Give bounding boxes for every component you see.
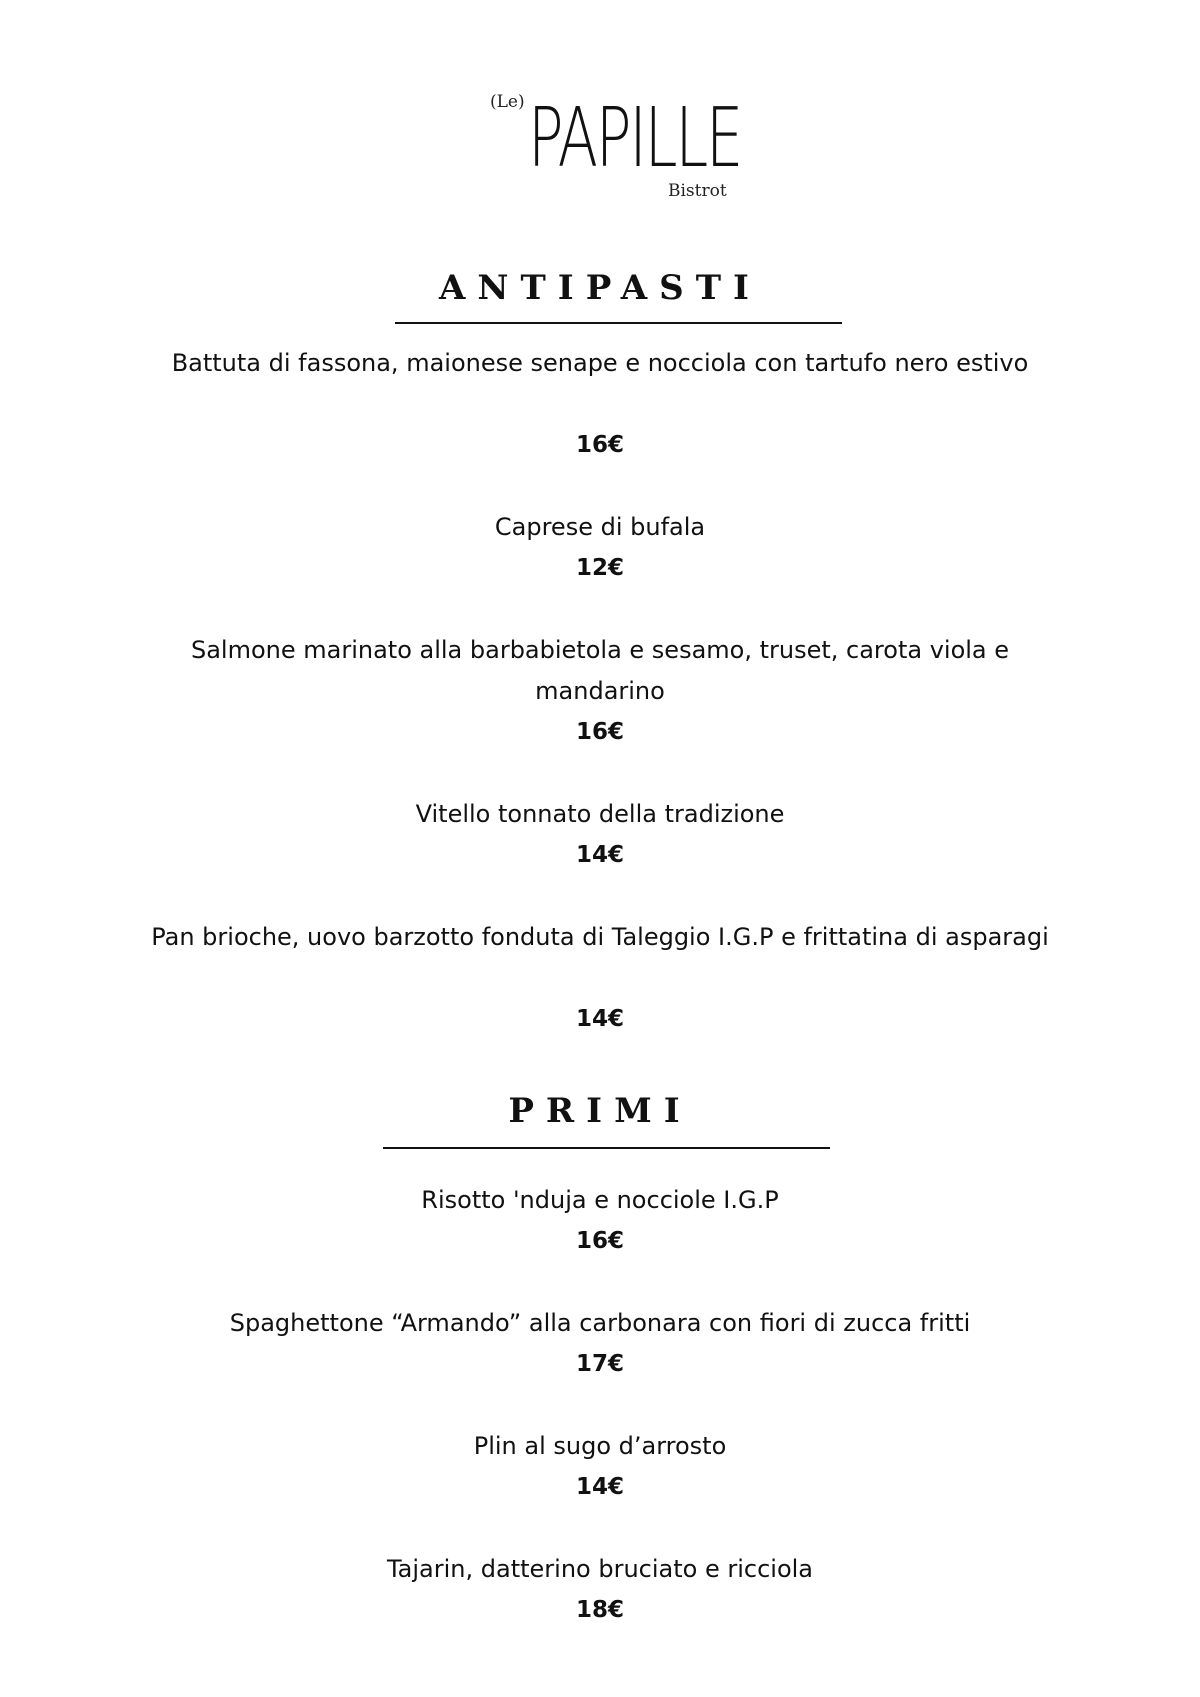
- dish-price: 14€: [575, 1006, 624, 1032]
- logo-prefix: (Le): [490, 92, 525, 112]
- restaurant-logo: [0, 84, 1200, 214]
- section-divider: [395, 322, 842, 324]
- logo-name: PAPILLE: [528, 91, 742, 186]
- dish-price: 17€: [575, 1351, 624, 1377]
- dish-name: Risotto 'nduja e nocciole I.G.P: [421, 1186, 779, 1214]
- dish-price: 16€: [575, 719, 624, 745]
- dish-price: 16€: [575, 432, 624, 458]
- section-divider: [383, 1147, 830, 1149]
- dish-price: 12€: [575, 555, 624, 581]
- dish-price: 14€: [575, 1474, 624, 1500]
- dish-name: Salmone marinato alla barbabietola e sesamo, truset, carota viola e mandarino: [190, 636, 1010, 705]
- dish-name: Pan brioche, uovo barzotto fonduta di Taleggio I.G.P e frittatina di asparagi: [151, 923, 1049, 951]
- section-title-antipasti: ANTIPASTI: [439, 268, 761, 308]
- logo-subtitle: Bistrot: [668, 181, 727, 201]
- dish-price: 16€: [575, 1228, 624, 1254]
- section-title-primi: PRIMI: [508, 1091, 692, 1131]
- dish-name: Plin al sugo d’arrosto: [473, 1432, 727, 1460]
- dish-price: 14€: [575, 842, 624, 868]
- dish-name: Spaghettone “Armando” alla carbonara con fiori di zucca fritti: [229, 1309, 971, 1337]
- dish-name: Tajarin, datterino bruciato e ricciola: [386, 1555, 813, 1583]
- dish-name: Caprese di bufala: [494, 513, 706, 541]
- dish-name: Battuta di fassona, maionese senape e nocciola con tartufo nero estivo: [171, 349, 1029, 377]
- dish-price: 18€: [575, 1597, 624, 1623]
- dish-name: Vitello tonnato della tradizione: [415, 800, 785, 828]
